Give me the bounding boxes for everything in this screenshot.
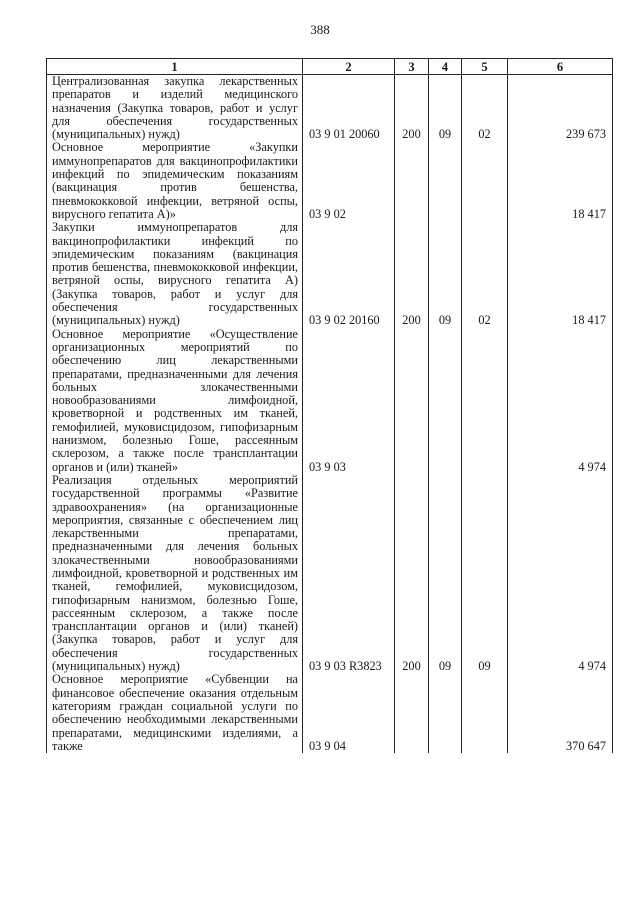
row-description: Основное мероприятие «Осуществление организационных мероприятий по обеспечению лиц лекарственными препаратами, предназначенными для лечения больных злокачественными новообразованиями лимфоидной, кроветворной и родственных им тканей, гемофилией, муковисцидозом, гипофизарным нанизмом, болезнью Гоше, рассеянным склерозом, а также после трансплантации органов и (или) тканей» — [47, 328, 303, 474]
row-subsection — [462, 673, 508, 753]
row-csr-code: 03 9 02 20160 — [303, 221, 395, 327]
row-section — [429, 673, 462, 753]
column-header-4: 4 — [429, 59, 462, 75]
header-row — [47, 59, 613, 75]
column-header-5: 5 — [462, 59, 508, 75]
row-amount: 239 673 — [508, 75, 613, 142]
row-csr-code: 03 9 01 20060 — [303, 75, 395, 142]
row-expense-type — [395, 673, 429, 753]
table-row — [47, 673, 613, 753]
row-description: Основное мероприятие «Субвенции на финансовое обеспечение оказания отдельным категориям граждан социальной услуги по обеспечению необходимыми лекарственными препаратами, медицинскими изделиями, а также — [47, 673, 303, 753]
table-row — [47, 221, 613, 327]
row-csr-code: 03 9 02 — [303, 141, 395, 221]
row-subsection: 02 — [462, 75, 508, 142]
row-csr-code: 03 9 03 R3823 — [303, 474, 395, 673]
row-expense-type — [395, 328, 429, 474]
row-description: Реализация отдельных мероприятий государственной программы «Развитие здравоохранения» (на организационные мероприятия, связанные с обеспечением лиц лекарственными препаратами, предназначенными для лечения больных злокачественными новообразованиями лимфоидной, кроветворной и родственных им тканей, гемофилией, муковисцидозом, гипофизарным нанизмом, болезнью Гоше, рассеянным склерозом, а также после трансплантации органов и (или) тканей) (Закупка товаров, работ и услуг для обеспечения государственных (муниципальных) нужд) — [47, 474, 303, 673]
row-description: Закупки иммунопрепаратов для вакцинопрофилактики инфекций по эпидемическим показаниям (вакцинация против бешенства, пневмококковой инфекции, ветряной оспы, вирусного гепатита А) (Закупка товаров, работ и услуг для обеспечения государственных (муниципальных) нужд) — [47, 221, 303, 327]
row-amount: 4 974 — [508, 474, 613, 673]
table-row — [47, 141, 613, 221]
row-subsection — [462, 328, 508, 474]
row-expense-type — [395, 141, 429, 221]
row-section — [429, 328, 462, 474]
row-description: Основное мероприятие «Закупки иммунопрепаратов для вакцинопрофилактики инфекций по эпидемическим показаниям (вакцинация против бешенства, пневмококковой инфекции, ветряной оспы, вирусного гепатита А)» — [47, 141, 303, 221]
column-header-6: 6 — [508, 59, 613, 75]
column-header-1: 1 — [47, 59, 303, 75]
table-row — [47, 328, 613, 474]
row-subsection — [462, 141, 508, 221]
row-section — [429, 141, 462, 221]
row-amount: 18 417 — [508, 141, 613, 221]
table-row — [47, 474, 613, 673]
row-expense-type: 200 — [395, 75, 429, 142]
column-header-3: 3 — [395, 59, 429, 75]
row-amount: 18 417 — [508, 221, 613, 327]
table-row — [47, 75, 613, 142]
row-csr-code: 03 9 04 — [303, 673, 395, 753]
row-csr-code: 03 9 03 — [303, 328, 395, 474]
row-amount: 4 974 — [508, 328, 613, 474]
budget-table — [46, 58, 613, 753]
row-subsection: 09 — [462, 474, 508, 673]
row-subsection: 02 — [462, 221, 508, 327]
row-section: 09 — [429, 474, 462, 673]
row-section: 09 — [429, 221, 462, 327]
row-expense-type: 200 — [395, 474, 429, 673]
row-description: Централизованная закупка лекарственных препаратов и изделий медицинского назначения (Закупка товаров, работ и услуг для обеспечения государственных (муниципальных) нужд) — [47, 75, 303, 142]
row-section: 09 — [429, 75, 462, 142]
row-expense-type: 200 — [395, 221, 429, 327]
page-number: 388 — [310, 22, 330, 37]
row-amount: 370 647 — [508, 673, 613, 753]
column-header-2: 2 — [303, 59, 395, 75]
